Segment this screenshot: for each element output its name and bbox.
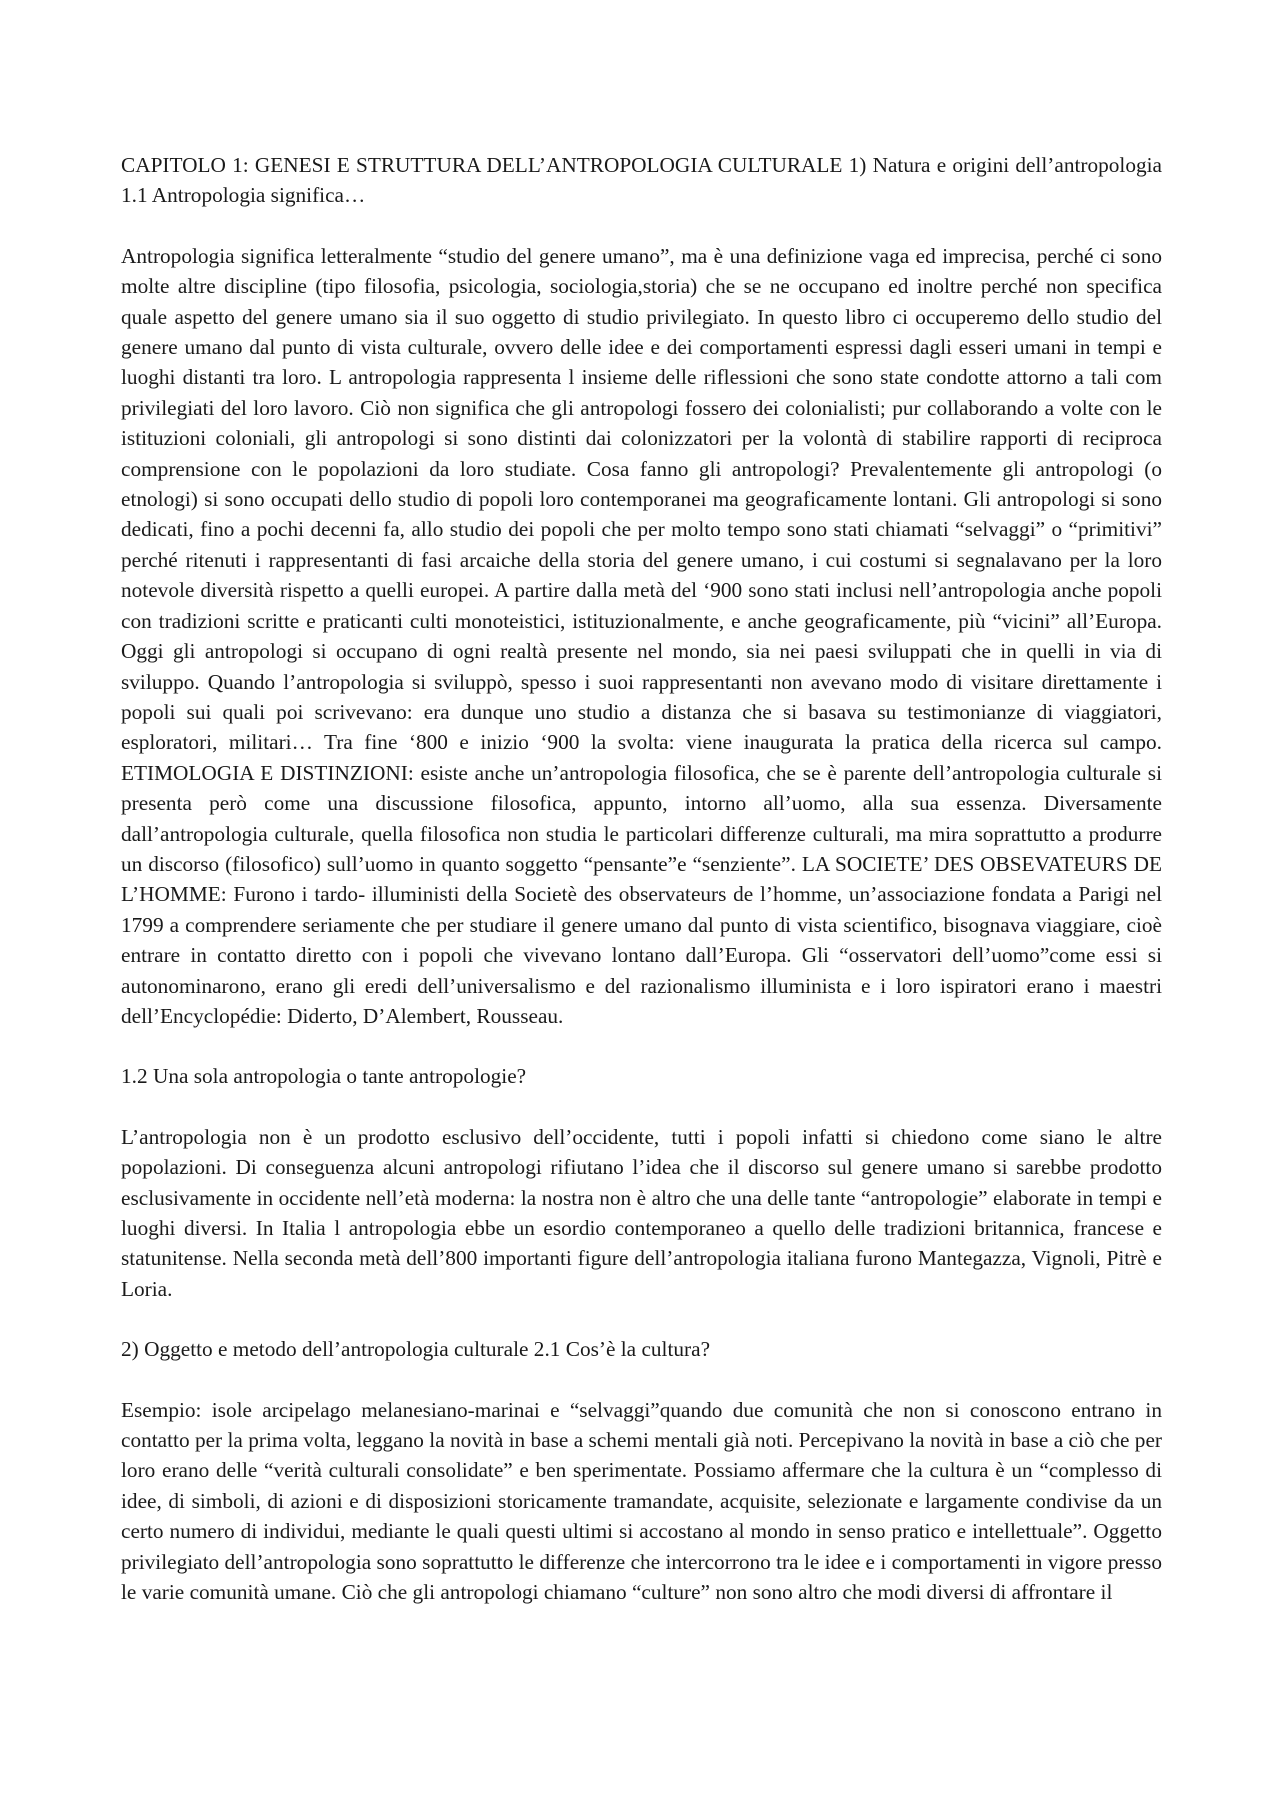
section-heading-1-2: 1.2 Una sola antropologia o tante antropologie?	[121, 1064, 527, 1089]
document-page	[121, 150, 1162, 1637]
section-heading-2-1: 2) Oggetto e metodo dell’antropologia culturale 2.1 Cos’è la cultura?	[121, 1337, 711, 1362]
body-paragraph-cultura: Esempio: isole arcipelago melanesiano-marinai e “selvaggi”quando due comunità che non si conoscono entrano in contatto per la prima volta, leggano la novità in base a schemi mentali già noti. Percepivano la novità in base a ciò che per loro erano delle “verità culturali consolidate” e ben sperimentate. Possiamo affermare che la cultura è un “complesso di idee, di simboli, di azioni e di disposizioni storicamente tramandate, acquisite, selezionate e largamente condivise da un certo numero di individui, mediante le quali questi ultimi si accostano al mondo in senso pratico e intellettuale”. Oggetto privilegiato dell’antropologia sono soprattutto le differenze che intercorrono tra le idee e i comportamenti in vigore presso le varie comunità umane. Ciò che gli antropologi chiamano “culture” non sono altro che modi diversi di affrontare il	[121, 1397, 1162, 1605]
body-paragraph-tante-antropologie: L’antropologia non è un prodotto esclusivo dell’occidente, tutti i popoli infatti si chiedono come siano le altre popolazioni. Di conseguenza alcuni antropologi rifiutano l’idea che il discorso sul genere umano si sarebbe prodotto esclusivamente in occidente nell’età moderna: la nostra non è altro che una delle tante “antropologie” elaborate in tempi e luoghi diversi. In Italia l antropologia ebbe un esordio contemporaneo a quello delle tradizioni britannica, francese e statunitense. Nella seconda metà dell’800 importanti figure dell’antropologia italiana furono Mantegazza, Vignoli, Pitrè e Loria.	[121, 1124, 1162, 1301]
body-paragraph-antropologia-significa: Antropologia significa letteralmente “studio del genere umano”, ma è una definizione vaga ed imprecisa, perché ci sono molte altre discipline (tipo filosofia, psicologia, sociologia,storia) che se ne occupano ed inoltre perché non specifica quale aspetto del genere umano sia il suo oggetto di studio privilegiato. In questo libro ci occuperemo dello studio del genere umano dal punto di vista culturale, ovvero delle idee e dei comportamenti espressi dagli esseri umani in tempi e luoghi distanti tra loro. L antropologia rappresenta l insieme delle riflessioni che sono state condotte attorno a tali com privilegiati del loro lavoro. Ciò non significa che gli antropologi fossero dei colonialisti; pur collaborando a volte con le istituzioni coloniali, gli antropologi si sono distinti dai colonizzatori per la volontà di stabilire rapporti di reciproca comprensione con le popolazioni da loro studiate. Cosa fanno gli antropologi? Prevalentemente gli antropologi (o etnologi) si sono occupati dello studio di popoli loro contemporanei ma geograficamente lontani. Gli antropologi si sono dedicati, fino a pochi decenni fa, allo studio dei popoli che per molto tempo sono stati chiamati “selvaggi” o “primitivi” perché ritenuti i rappresentanti di fasi arcaiche della storia del genere umano, i cui costumi si segnalavano per la loro notevole diversità rispetto a quelli europei. A partire dalla metà del ‘900 sono stati inclusi nell’antropologia anche popoli con tradizioni scritte e praticanti culti monoteistici, istituzionalmente, e anche geograficamente, più “vicini” all’Europa. Oggi gli antropologi si occupano di ogni realtà presente nel mondo, sia nei paesi sviluppati che in quelli in via di sviluppo. Quando l’antropologia si sviluppò, spesso i suoi rappresentanti non avevano modo di visitare direttamente i popoli sui quali poi scrivevano: era dunque uno studio a distanza che si basava su testimonianze di viaggiatori, esploratori, militari… Tra fine ‘800 e inizio ‘900 la svolta: viene inaugurata la pratica della ricerca sul campo. ETIMOLOGIA E DISTINZIONI: esiste anche un’antropologia filosofica, che se è parente dell’antropologia culturale si presenta però come una discussione filosofica, appunto, intorno all’uomo, alla sua essenza. Diversamente dall’antropologia culturale, quella filosofica non studia le particolari differenze culturali, ma mira soprattutto a produrre un discorso (filosofico) sull’uomo in quanto soggetto “pensante”e “senziente”. LA SOCIETE’ DES OBSEVATEURS DE L’HOMME: Furono i tardo- illuministi della Societè des observateurs de l’homme, un’associazione fondata a Parigi nel 1799 a comprendere seriamente che per studiare il genere umano dal punto di vista scientifico, bisognava viaggiare, cioè entrare in contatto diretto con i popoli che vivevano lontano dall’Europa. Gli “osservatori dell’uomo”come essi si autonominarono, erano gli eredi dell’universalismo e del razionalismo illuminista e i loro ispiratori erano i maestri dell’Encyclopédie: Diderto, D’Alembert, Rousseau.	[121, 243, 1162, 1028]
chapter-heading-paragraph: CAPITOLO 1: GENESI E STRUTTURA DELL’ANTROPOLOGIA CULTURALE 1) Natura e origini dell’antropologia 1.1 Antropologia significa…	[121, 153, 1162, 208]
